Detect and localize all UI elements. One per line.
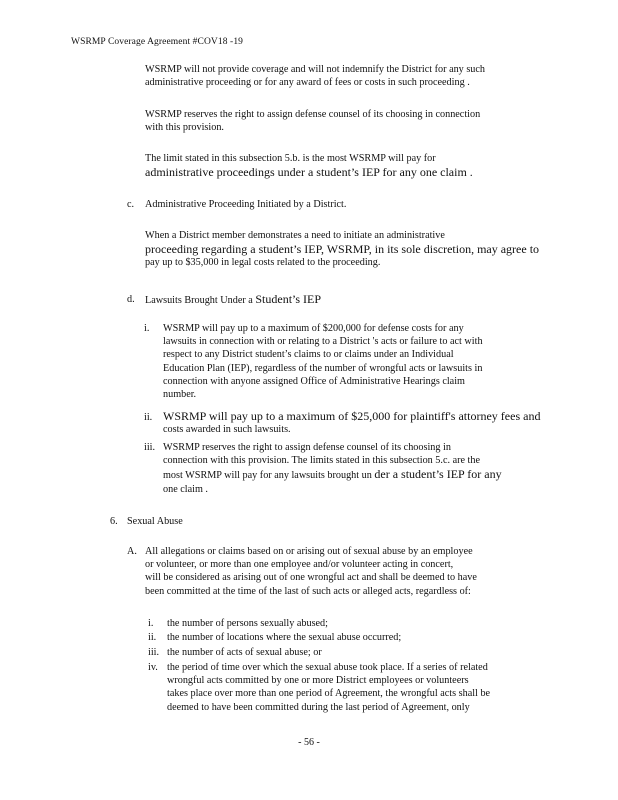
text-line: [163, 467, 502, 482]
section-number: 6.: [110, 516, 118, 527]
text-line: administrative proceeding or for any award of fees or costs in such proceeding .: [145, 77, 470, 89]
text-line: administrative proceedings under a student’s IEP for any one claim .: [145, 165, 473, 180]
list-item: the number of locations where the sexual abuse occurred;: [167, 632, 402, 643]
text-line: The limit stated in this subsection 5.b. is the most WSRMP will pay for: [145, 153, 436, 164]
text-span: Student’s IEP: [255, 292, 322, 306]
paragraph-limit: [145, 152, 473, 179]
section-label: A.: [127, 546, 137, 557]
text-line: WSRMP will not provide coverage and will not indemnify the District for any such: [145, 64, 485, 75]
text-line: lawsuits in connection with or relating to a District 's acts or failure to act with: [163, 336, 483, 348]
text-line: will be considered as arising out of one wrongful act and shall be deemed to have: [145, 572, 477, 584]
list-number: i.: [144, 323, 150, 334]
text-line: Education Plan (IEP), regardless of the number of wrongful acts or lawsuits in: [163, 362, 483, 374]
list-number: i.: [148, 618, 154, 629]
page-number: - 56 -: [298, 737, 320, 748]
page-header: WSRMP Coverage Agreement #COV18 -19: [71, 37, 244, 47]
text-line: or volunteer, or more than one employee and/or volunteer acting in concert,: [145, 559, 454, 571]
list-item-reserves: [163, 441, 502, 496]
section-label: c.: [127, 199, 135, 210]
list-item-period: [167, 661, 490, 714]
text-line: one claim .: [163, 483, 208, 495]
text-line: with this provision.: [145, 122, 224, 134]
text-line: deemed to have been committed during the last period of Agreement, only: [167, 701, 470, 713]
text-line: wrongful acts committed by one or more District employees or volunteers: [167, 675, 469, 687]
text-span: der a student’s IEP for any: [374, 467, 502, 482]
text-line: number.: [163, 389, 197, 401]
paragraph-sexual-abuse-allegations: [145, 545, 477, 598]
text-line: connection with anyone assigned Office of Administrative Hearings claim: [163, 375, 465, 387]
text-line: When a District member demonstrates a need to initiate an administrative: [145, 230, 445, 241]
text-line: the period of time over which the sexual abuse took place. If a series of related: [167, 662, 488, 673]
text-line: been committed at the time of the last of such acts or alleged acts, regardless of:: [145, 585, 471, 597]
paragraph-defense-counsel: [145, 108, 480, 134]
text-line: WSRMP will pay up to a maximum of $25,000 for plaintiff's attorney fees and: [163, 409, 541, 423]
list-item: the number of acts of sexual abuse; or: [167, 647, 322, 658]
text-span: Lawsuits Brought Under a: [145, 295, 253, 306]
list-number: iv.: [148, 662, 158, 673]
list-number: iii.: [144, 442, 156, 453]
text-line: takes place over more than one period of Agreement, the wrongful acts shall be: [167, 688, 491, 700]
text-line: WSRMP will pay up to a maximum of $200,000 for defense costs for any: [163, 323, 464, 334]
text-line: WSRMP reserves the right to assign defense counsel of its choosing in: [163, 442, 451, 453]
text-line: pay up to $35,000 in legal costs related to the proceeding.: [145, 257, 381, 269]
paragraph-no-coverage: [145, 63, 485, 89]
section-title: [145, 292, 321, 307]
list-number: iii.: [148, 647, 160, 658]
text-line: All allegations or claims based on or arising out of sexual abuse by an employee: [145, 546, 473, 557]
list-item-lawsuits: [163, 322, 483, 401]
list-item: the number of persons sexually abused;: [167, 618, 328, 629]
text-line: connection with this provision. The limits stated in this subsection 5.c. are the: [163, 455, 480, 467]
list-number: ii.: [144, 412, 153, 423]
list-number: ii.: [148, 632, 157, 643]
text-line: proceeding regarding a student’s IEP, WSRMP, in its sole discretion, may agree to: [145, 242, 540, 257]
text-line: WSRMP reserves the right to assign defense counsel of its choosing in connection: [145, 109, 481, 120]
paragraph-district-initiated: [145, 229, 539, 269]
text-line: costs awarded in such lawsuits.: [163, 424, 291, 435]
text-line: respect to any District student’s claims to or claims under an Individual: [163, 349, 454, 361]
section-title: Administrative Proceeding Initiated by a District.: [145, 199, 347, 210]
list-item-attorney-fees: [163, 409, 540, 436]
section-label: d.: [127, 294, 135, 305]
text-span: most WSRMP will pay for any lawsuits brought un: [163, 470, 372, 482]
section-title: Sexual Abuse: [127, 516, 183, 527]
